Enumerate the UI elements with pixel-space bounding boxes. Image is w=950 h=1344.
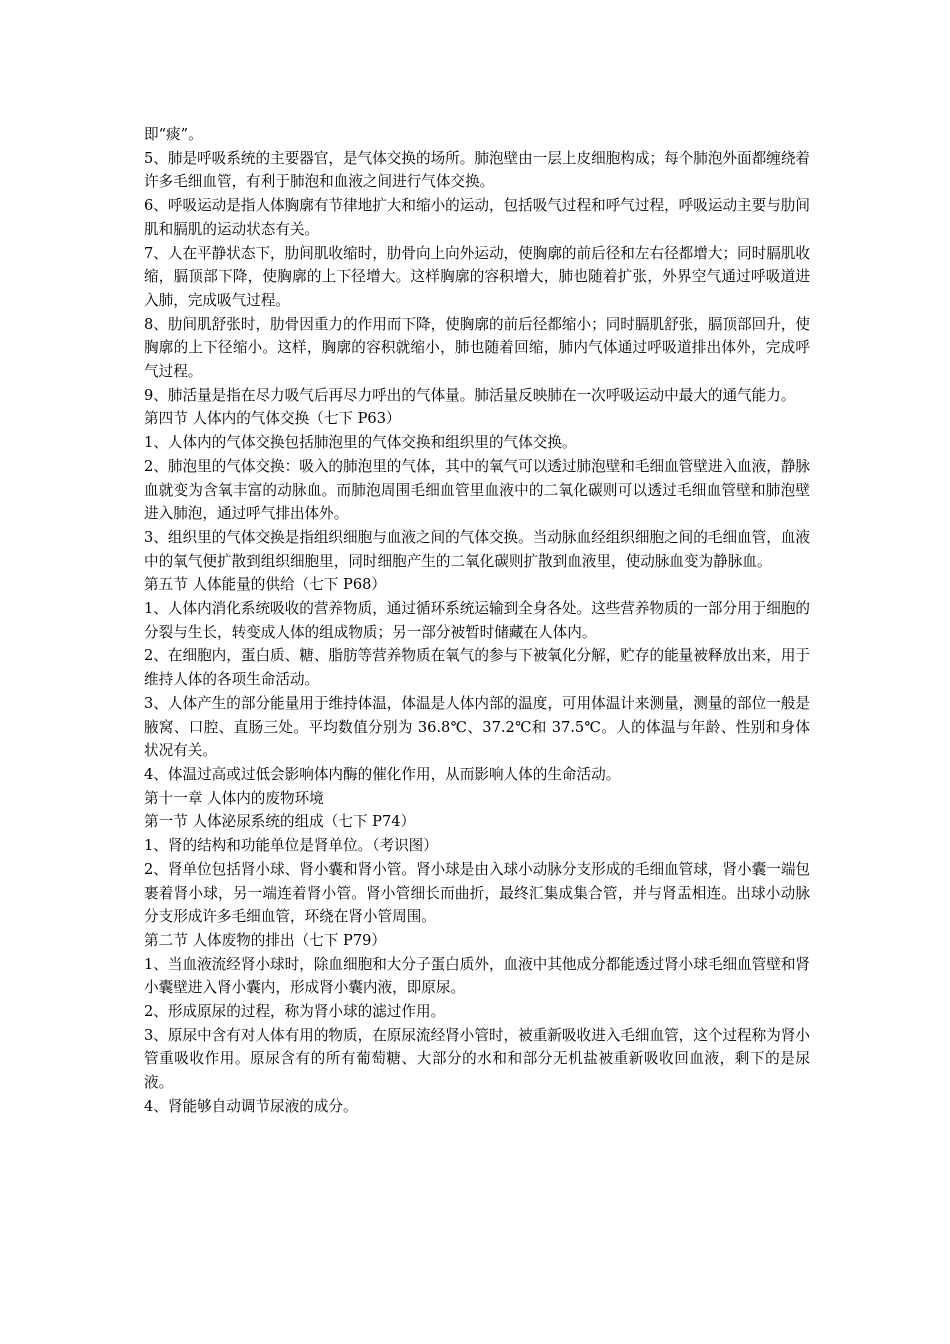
paragraph-alveolar-exchange: 2、肺泡里的气体交换：吸入的肺泡里的气体，其中的氧气可以透过肺泡壁和毛细血管壁进入血液，静脉血就变为含氧丰富的动脉血。而肺泡周围毛细血管里血液中的二氧化碳则可以透过毛细血管壁和肺泡壁进入肺泡，通过呼气排出体外。 (144, 457, 811, 523)
paragraph-oxidation: 2、在细胞内，蛋白质、糖、脂肪等营养物质在氧气的参与下被氧化分解，贮存的能量被释放出来，用于维持人体的各项生命活动。 (144, 647, 811, 689)
paragraph-exhalation: 8、肋间肌舒张时，肋骨因重力的作用而下降，使胸廓的前后径都缩小；同时膈肌舒张，膈顶部回升，使胸廓的上下径缩小。这样，胸廓的容积就缩小，肺也随着回缩，肺内气体通过呼吸道排出体外，完成呼气过程。 (144, 315, 811, 381)
paragraph-kidney-regulation: 4、肾能够自动调节尿液的成分。 (144, 1097, 358, 1115)
document-page (144, 123, 810, 1119)
section-heading-energy-supply: 第五节 人体能量的供给（七下 P68） (144, 576, 386, 594)
paragraph-nephron-unit: 1、肾的结构和功能单位是肾单位。（考识图） (144, 837, 438, 855)
paragraph-continuation: 即“痰”。 (144, 126, 203, 143)
paragraph-nephron-structure: 2、肾单位包括肾小球、肾小囊和肾小管。肾小球是由入球小动脉分支形成的毛细血管球，肾小囊一端包裹着肾小球，另一端连着肾小管。肾小管细长而曲折，最终汇集成集合管，并与肾盂相连。出球小动脉分支形成许多毛细血管，环绕在肾小管周围。 (144, 860, 811, 926)
paragraph-nutrient-transport: 1、人体内消化系统吸收的营养物质，通过循环系统运输到全身各处。这些营养物质的一部分用于细胞的分裂与生长，转变成人体的组成物质；另一部分被暂时储藏在人体内。 (144, 600, 811, 641)
paragraph-gas-exchange-types: 1、人体内的气体交换包括肺泡里的气体交换和组织里的气体交换。 (144, 434, 577, 452)
paragraph-lung-organ: 5、肺是呼吸系统的主要器官，是气体交换的场所。肺泡壁由一层上皮细胞构成；每个肺泡外面都缠绕着许多毛细血管，有利于肺泡和血液之间进行气体交换。 (144, 149, 811, 191)
paragraph-vital-capacity: 9、肺活量是指在尽力吸气后再尽力呼出的气体量。肺活量反映肺在一次呼吸运动中最大的通气能力。 (144, 386, 796, 404)
paragraph-filtration: 2、形成原尿的过程，称为肾小球的滤过作用。 (144, 1003, 446, 1021)
paragraph-primary-urine: 1、当血液流经肾小球时，除血细胞和大分子蛋白质外，血液中其他成分都能透过肾小球毛细血管壁和肾小囊壁进入肾小囊内，形成肾小囊内液，即原尿。 (144, 955, 811, 997)
paragraph-inhalation: 7、人在平静状态下，肋间肌收缩时，肋骨向上向外运动，使胸廓的前后径和左右径都增大；同时膈肌收缩，膈顶部下降，使胸廓的上下径增大。这样胸廓的容积增大，肺也随着扩张，外界空气通过呼吸道进入肺，完成吸气过程。 (144, 244, 811, 309)
section-heading-gas-exchange: 第四节 人体内的气体交换（七下 P63） (144, 410, 401, 428)
paragraph-body-temperature: 3、人体产生的部分能量用于维持体温，体温是人体内部的温度，可用体温计来测量，测量的部位一般是腋窝、口腔、直肠三处。平均数值分别为 36.8℃、37.2℃和 37.5℃。人的体温与年龄、性别和身体状况有关。 (144, 694, 811, 760)
section-heading-waste-excretion: 第二节 人体废物的排出（七下 P79） (144, 931, 386, 949)
paragraph-temperature-effect: 4、体温过高或过低会影响体内酶的催化作用，从而影响人体的生命活动。 (144, 765, 621, 783)
chapter-heading-waste: 第十一章 人体内的废物环境 (144, 789, 324, 807)
section-heading-urinary-system: 第一节 人体泌尿系统的组成（七下 P74） (144, 813, 416, 831)
paragraph-tissue-exchange: 3、组织里的气体交换是指组织细胞与血液之间的气体交换。当动脉血经组织细胞之间的毛细血管，血液中的氧气便扩散到组织细胞里，同时细胞产生的二氧化碳则扩散到血液里，使动脉血变为静脉血。 (144, 528, 811, 570)
paragraph-breathing-movement: 6、呼吸运动是指人体胸廓有节律地扩大和缩小的运动，包括吸气过程和呼气过程，呼吸运动主要与肋间肌和膈肌的运动状态有关。 (144, 197, 811, 238)
paragraph-reabsorption: 3、原尿中含有对人体有用的物质，在原尿流经肾小管时，被重新吸收进入毛细血管，这个过程称为肾小管重吸收作用。原尿含有的所有葡萄糖、大部分的水和和部分无机盐被重新吸收回血液，剩下的是尿液。 (144, 1026, 811, 1092)
